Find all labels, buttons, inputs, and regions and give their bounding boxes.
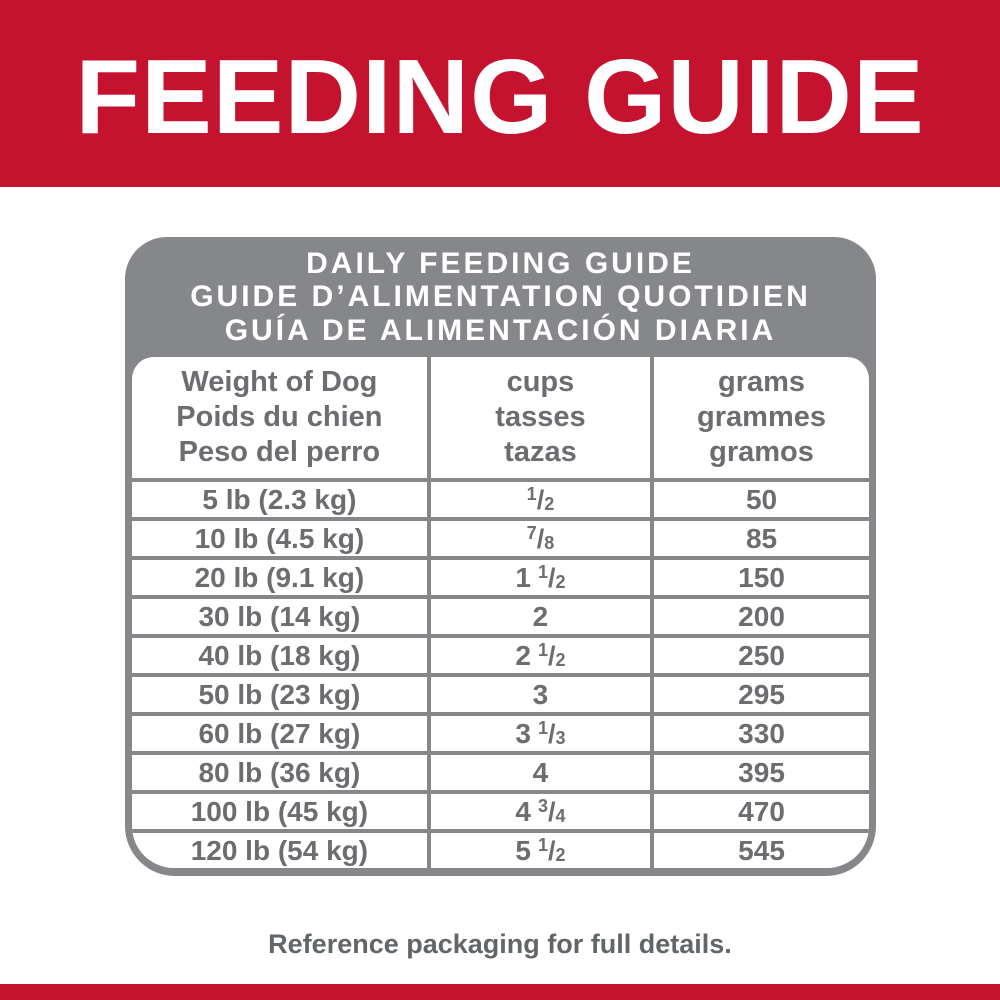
cups-value: 4 $^3$/4 <box>515 795 566 827</box>
cups-cell <box>427 755 650 790</box>
weight-cell: 20 lb (9.1 kg) <box>194 561 365 593</box>
table-row <box>132 790 869 829</box>
table-row <box>132 712 869 751</box>
grams-cell: 470 <box>650 794 869 829</box>
grams-cell: 295 <box>650 677 869 712</box>
col-grams-en: grams <box>718 366 806 398</box>
fraction-numerator: 1 <box>537 561 548 582</box>
fraction-slash: / <box>547 835 556 866</box>
weight-cell: 100 lb (45 kg) <box>190 795 369 827</box>
fraction-denominator: 8 <box>544 532 555 553</box>
cups-value: 2 <box>532 600 549 632</box>
fraction-denominator: 2 <box>555 649 566 670</box>
cups-value: 4 <box>532 756 549 788</box>
table-row <box>132 595 869 634</box>
cups-value: 2 $^1$/2 <box>515 639 566 671</box>
col-grams-es: gramos <box>709 436 814 468</box>
daily-feeding-guide-card <box>125 237 876 876</box>
col-weight-fr: Poids du chien <box>176 401 383 433</box>
column-header-grams <box>650 357 869 478</box>
bottom-red-strip <box>0 984 1000 1000</box>
fraction-slash: / <box>536 523 545 554</box>
column-header-weight <box>132 357 427 478</box>
table-row <box>132 556 869 595</box>
fraction-numerator: 1 <box>537 717 548 738</box>
weight-cell: 40 lb (18 kg) <box>198 639 361 671</box>
cups-cell <box>427 677 650 712</box>
cups-value: 5 $^1$/2 <box>515 834 566 866</box>
weight-cell: 60 lb (27 kg) <box>198 717 361 749</box>
column-header-row <box>132 357 869 478</box>
grams-cell: 200 <box>650 599 869 634</box>
fraction-slash: / <box>547 796 556 827</box>
cups-value <box>527 484 555 516</box>
cups-cell <box>427 833 650 868</box>
grams-cell: 250 <box>650 638 869 673</box>
card-title <box>132 237 869 357</box>
col-weight-en: Weight of Dog <box>181 366 378 398</box>
cups-value <box>527 523 555 555</box>
column-header-cups <box>427 357 650 478</box>
cups-cell <box>427 560 650 595</box>
grams-cell: 395 <box>650 755 869 790</box>
fraction-slash: / <box>547 640 556 671</box>
table-row <box>132 751 869 790</box>
cups-value: 1 $^1$/2 <box>515 561 566 593</box>
weight-cell: 10 lb (4.5 kg) <box>194 522 365 554</box>
fraction-numerator: 3 <box>537 795 548 816</box>
table-row <box>132 634 869 673</box>
feeding-table-rows <box>132 478 869 868</box>
cups-value: 3 $^1$/3 <box>515 717 566 749</box>
cups-cell <box>427 638 650 673</box>
table-row <box>132 478 869 517</box>
cups-cell <box>427 482 650 517</box>
table-row <box>132 517 869 556</box>
fraction-denominator: 2 <box>555 571 566 592</box>
cups-cell <box>427 599 650 634</box>
cups-cell <box>427 794 650 829</box>
banner-title: FEEDING GUIDE <box>75 37 925 156</box>
grams-cell: 545 <box>650 833 869 868</box>
fraction-numerator: 1 <box>526 483 537 504</box>
weight-cell: 120 lb (54 kg) <box>190 834 369 866</box>
grams-cell: 50 <box>650 482 869 517</box>
weight-cell: 30 lb (14 kg) <box>198 600 361 632</box>
fraction-numerator: 1 <box>537 834 548 855</box>
table-row <box>132 673 869 712</box>
table-row <box>132 829 869 868</box>
card-title-line-es: GUÍA DE ALIMENTACIÓN DIARIA <box>224 313 777 347</box>
grams-cell: 150 <box>650 560 869 595</box>
footer-note: Reference packaging for full details. <box>268 929 732 959</box>
col-cups-es: tazas <box>504 436 577 468</box>
feeding-table <box>132 357 869 868</box>
weight-cell: 50 lb (23 kg) <box>198 678 361 710</box>
fraction-denominator: 3 <box>555 727 566 748</box>
col-weight-es: Peso del perro <box>178 436 381 468</box>
fraction-slash: / <box>547 718 556 749</box>
weight-cell: 5 lb (2.3 kg) <box>202 483 357 515</box>
fraction-numerator: 7 <box>526 522 537 543</box>
fraction-denominator: 4 <box>555 805 566 826</box>
col-grams-fr: grammes <box>697 401 827 433</box>
cups-cell <box>427 521 650 556</box>
fraction-slash: / <box>536 484 545 515</box>
fraction-slash: / <box>547 562 556 593</box>
cups-cell <box>427 716 650 751</box>
col-cups-fr: tasses <box>495 401 586 433</box>
grams-cell: 330 <box>650 716 869 751</box>
card-title-line-en: DAILY FEEDING GUIDE <box>306 246 695 280</box>
grams-cell: 85 <box>650 521 869 556</box>
col-cups-en: cups <box>506 366 575 398</box>
weight-cell: 80 lb (36 kg) <box>198 756 361 788</box>
fraction-denominator: 2 <box>544 493 555 514</box>
feeding-guide-banner <box>0 0 1000 187</box>
cups-value: 3 <box>532 678 549 710</box>
card-title-line-fr: GUIDE D’ALIMENTATION QUOTIDIEN <box>190 280 811 314</box>
fraction-denominator: 2 <box>555 844 566 865</box>
fraction-numerator: 1 <box>537 639 548 660</box>
